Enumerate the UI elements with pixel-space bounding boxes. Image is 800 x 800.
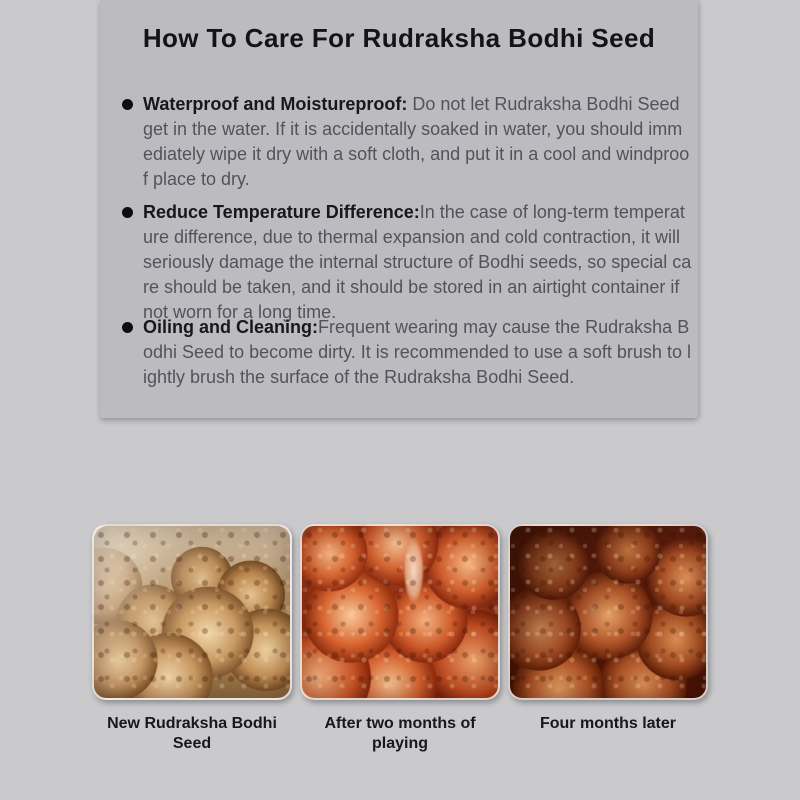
care-item-text: Frequent wearing may cause the Rudraksha Bodhi Seed to become dirty. It is recommended to use a soft brush to lightly brush the surface of the Rudraksha Bodhi Seed. [143,317,691,387]
caption-row [92,714,708,754]
photo-caption-two-months: After two months of playing [324,715,476,752]
care-list [100,92,698,390]
bullet-icon [122,99,133,110]
care-item-lead: Reduce Temperature Difference: [143,202,420,222]
photo-strip [92,524,708,700]
care-item-temperature [143,200,692,325]
bullet-icon [122,207,133,218]
bullet-icon [122,322,133,333]
care-item-oiling [143,315,692,390]
photo-two-months [300,524,500,700]
care-item-lead: Waterproof and Moistureproof: [143,94,408,114]
page-title: How To Care For Rudraksha Bodhi Seed [142,23,656,53]
care-item-waterproof [143,92,692,192]
care-item-text: In the case of long-term temperature difference, due to thermal expansion and cold contraction, it will seriously damage the internal structure of Bodhi seeds, so special care should be taken, and it should be stored in an airtight container if not worn for a long time. [143,202,692,322]
photo-caption-new: New Rudraksha Bodhi Seed [107,715,277,752]
care-item-text: Do not let Rudraksha Bodhi Seed get in the water. If it is accidentally soaked in water, you should immediately wipe it dry with a soft cloth, and put it in a cool and windproof place to dry. [143,94,690,189]
care-item-lead: Oiling and Cleaning: [143,317,318,337]
photo-four-months [508,524,708,700]
care-instructions-panel [100,0,698,418]
photo-new-seed [92,524,292,700]
photo-caption-four-months: Four months later [539,715,676,732]
